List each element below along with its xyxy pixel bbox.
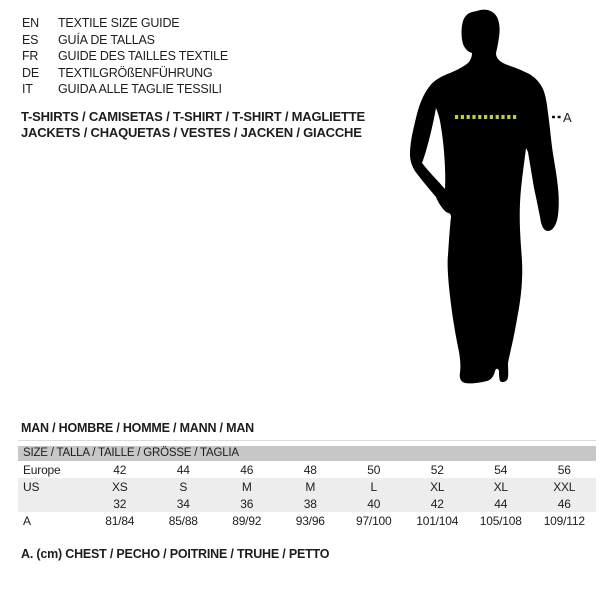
language-code: DE [22, 65, 39, 80]
language-list [22, 15, 228, 98]
size-cell: 44 [494, 496, 508, 511]
language-row-it [22, 81, 228, 98]
size-cell: XL [430, 479, 445, 494]
size-cell: 85/88 [168, 513, 198, 528]
size-cell: 105/108 [479, 513, 522, 528]
measurement-footnote: A. (cm) CHEST / PECHO / POITRINE / TRUHE / PETTO [21, 547, 330, 561]
language-row-fr [22, 48, 228, 65]
size-cell: 54 [494, 462, 508, 477]
language-title: GUÍA DE TALLAS [58, 32, 155, 47]
size-cell: 44 [176, 462, 190, 477]
size-cell: XXL [553, 479, 576, 494]
size-cell: 40 [367, 496, 381, 511]
man-label: MAN / HOMBRE / HOMME / MANN / MAN [21, 421, 254, 435]
size-cell: 46 [557, 496, 571, 511]
size-cell: 42 [113, 462, 127, 477]
size-table-header: SIZE / TALLA / TAILLE / GRÖSSE / TAGLIA [18, 446, 596, 461]
language-title: TEXTILGRÖßENFÜHRUNG [58, 65, 213, 80]
table-row-chest-a [18, 512, 596, 529]
size-cell: 56 [557, 462, 571, 477]
size-cell: 42 [430, 496, 444, 511]
size-cell: 52 [430, 462, 444, 477]
category-jackets: JACKETS / CHAQUETAS / VESTES / JACKEN / GIACCHE [21, 125, 362, 140]
size-cell: 38 [303, 496, 317, 511]
language-title: GUIDA ALLE TAGLIE TESSILI [58, 82, 222, 97]
size-cell: 101/104 [416, 513, 459, 528]
size-cell: M [305, 479, 316, 494]
size-row-label: US [23, 479, 40, 494]
language-title: GUIDE DES TAILLES TEXTILE [58, 49, 229, 64]
size-cell: M [241, 479, 252, 494]
size-cell: S [179, 479, 188, 494]
size-row-label: A [23, 513, 31, 528]
size-cell: 36 [240, 496, 254, 511]
language-row-de [22, 65, 228, 82]
chest-measure-label: A [563, 110, 572, 125]
man-silhouette [405, 5, 565, 390]
size-table [18, 446, 596, 529]
table-row-us [18, 478, 596, 495]
category-tshirts: T-SHIRTS / CAMISETAS / T-SHIRT / T-SHIRT / MAGLIETTE [21, 109, 365, 124]
size-cell: 32 [113, 496, 127, 511]
size-cell: 89/92 [232, 513, 262, 528]
size-cell: 97/100 [355, 513, 392, 528]
man-silhouette-body [410, 10, 559, 384]
language-code: FR [22, 49, 39, 64]
table-row-europe [18, 461, 596, 478]
language-title: TEXTILE SIZE GUIDE [58, 16, 180, 31]
size-row-label: Europe [23, 462, 61, 477]
size-cell: XS [111, 479, 128, 494]
language-code: ES [22, 32, 39, 47]
language-code: EN [22, 16, 39, 31]
size-cell: L [370, 479, 377, 494]
size-cell: XL [493, 479, 508, 494]
size-cell: 109/112 [543, 513, 585, 528]
table-row-numeric [18, 495, 596, 512]
size-cell: 48 [303, 462, 317, 477]
table-top-divider [18, 440, 596, 441]
language-row-en [22, 15, 228, 32]
size-cell: 50 [367, 462, 381, 477]
size-cell: 34 [176, 496, 190, 511]
language-code: IT [22, 82, 33, 97]
size-cell: 93/96 [295, 513, 325, 528]
language-row-es [22, 32, 228, 49]
size-cell: 81/84 [105, 513, 135, 528]
garment-categories [21, 109, 365, 141]
size-cell: 46 [240, 462, 254, 477]
